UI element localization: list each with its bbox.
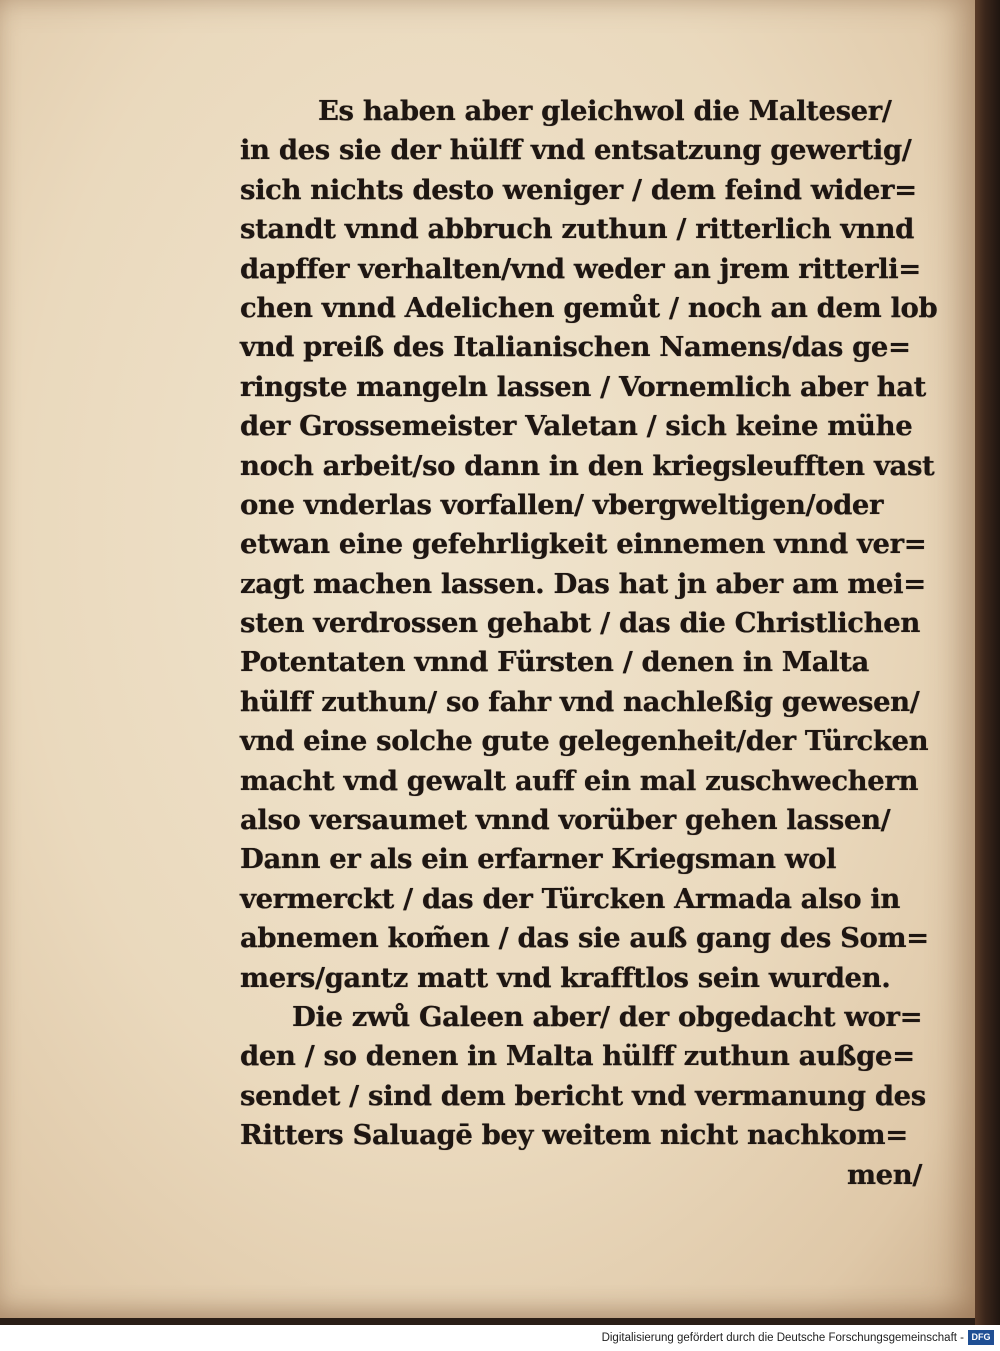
text-line: Potentaten vnnd Fürsten / denen in Malta [240,646,869,679]
text-line: vnd eine solche gute gelegenheit/der Türcken [240,725,929,758]
text-line: in des sie der hülff vnd entsatzung gewertig/ [240,134,912,167]
text-line: chen vnnd Adelichen gemůt / noch an dem lob [240,291,938,324]
text-line: standt vnnd abbruch zuthun / ritterlich vnnd [240,213,914,246]
text-line: noch arbeit/so dann in den kriegsleufften vast [240,449,935,482]
footer-bar [0,1325,1000,1351]
text-line: Dann er als ein erfarner Kriegsman wol [240,843,837,876]
text-line: abnemen kom̃en / das sie auß gang des Som= [240,922,929,955]
catchword: men/ [846,1158,922,1191]
dfg-logo-icon: DFG [968,1330,994,1345]
page-text-block [240,92,938,1195]
text-line: mers/gantz matt vnd krafftlos sein wurden. [240,961,891,994]
book-binding-edge [975,0,1000,1325]
text-line: Die zwů Galeen aber/ der obgedacht wor= [292,1000,923,1033]
text-line: vermerckt / das der Türcken Armada also in [240,882,900,915]
text-line: ringste mangeln lassen / Vornemlich aber hat [240,370,926,403]
funding-credit: Digitalisierung gefördert durch die Deutsche Forschungsgemeinschaft - [601,1332,964,1344]
text-line: der Grossemeister Valetan / sich keine mühe [240,410,913,443]
text-line: sich nichts desto weniger / dem feind wider= [240,173,917,206]
text-line: hülff zuthun/ so fahr vnd nachleßig gewesen/ [240,685,920,718]
text-line: sten verdrossen gehabt / das die Christlichen [240,607,920,640]
text-line: Ritters Saluagē bey weitem nicht nachkom= [240,1119,908,1152]
text-line: Es haben aber gleichwol die Malteser/ [318,95,892,127]
text-line: dapffer verhalten/vnd weder an jrem ritterli= [240,252,921,285]
text-line: also versaumet vnnd vorüber gehen lassen/ [240,804,891,837]
text-line: zagt machen lassen. Das hat jn aber am mei= [240,567,926,600]
text-line: sendet / sind dem bericht vnd vermanung des [240,1079,926,1112]
text-line: macht vnd gewalt auff ein mal zuschwechern [240,764,919,797]
text-line: one vnderlas vorfallen/ vbergweltigen/oder [240,488,884,521]
text-line: etwan eine gefehrligkeit einnemen vnnd ver= [240,528,927,561]
text-line: vnd preiß des Italianischen Namens/das ge= [240,331,911,364]
text-line: den / so denen in Malta hülff zuthun außge= [240,1040,915,1073]
